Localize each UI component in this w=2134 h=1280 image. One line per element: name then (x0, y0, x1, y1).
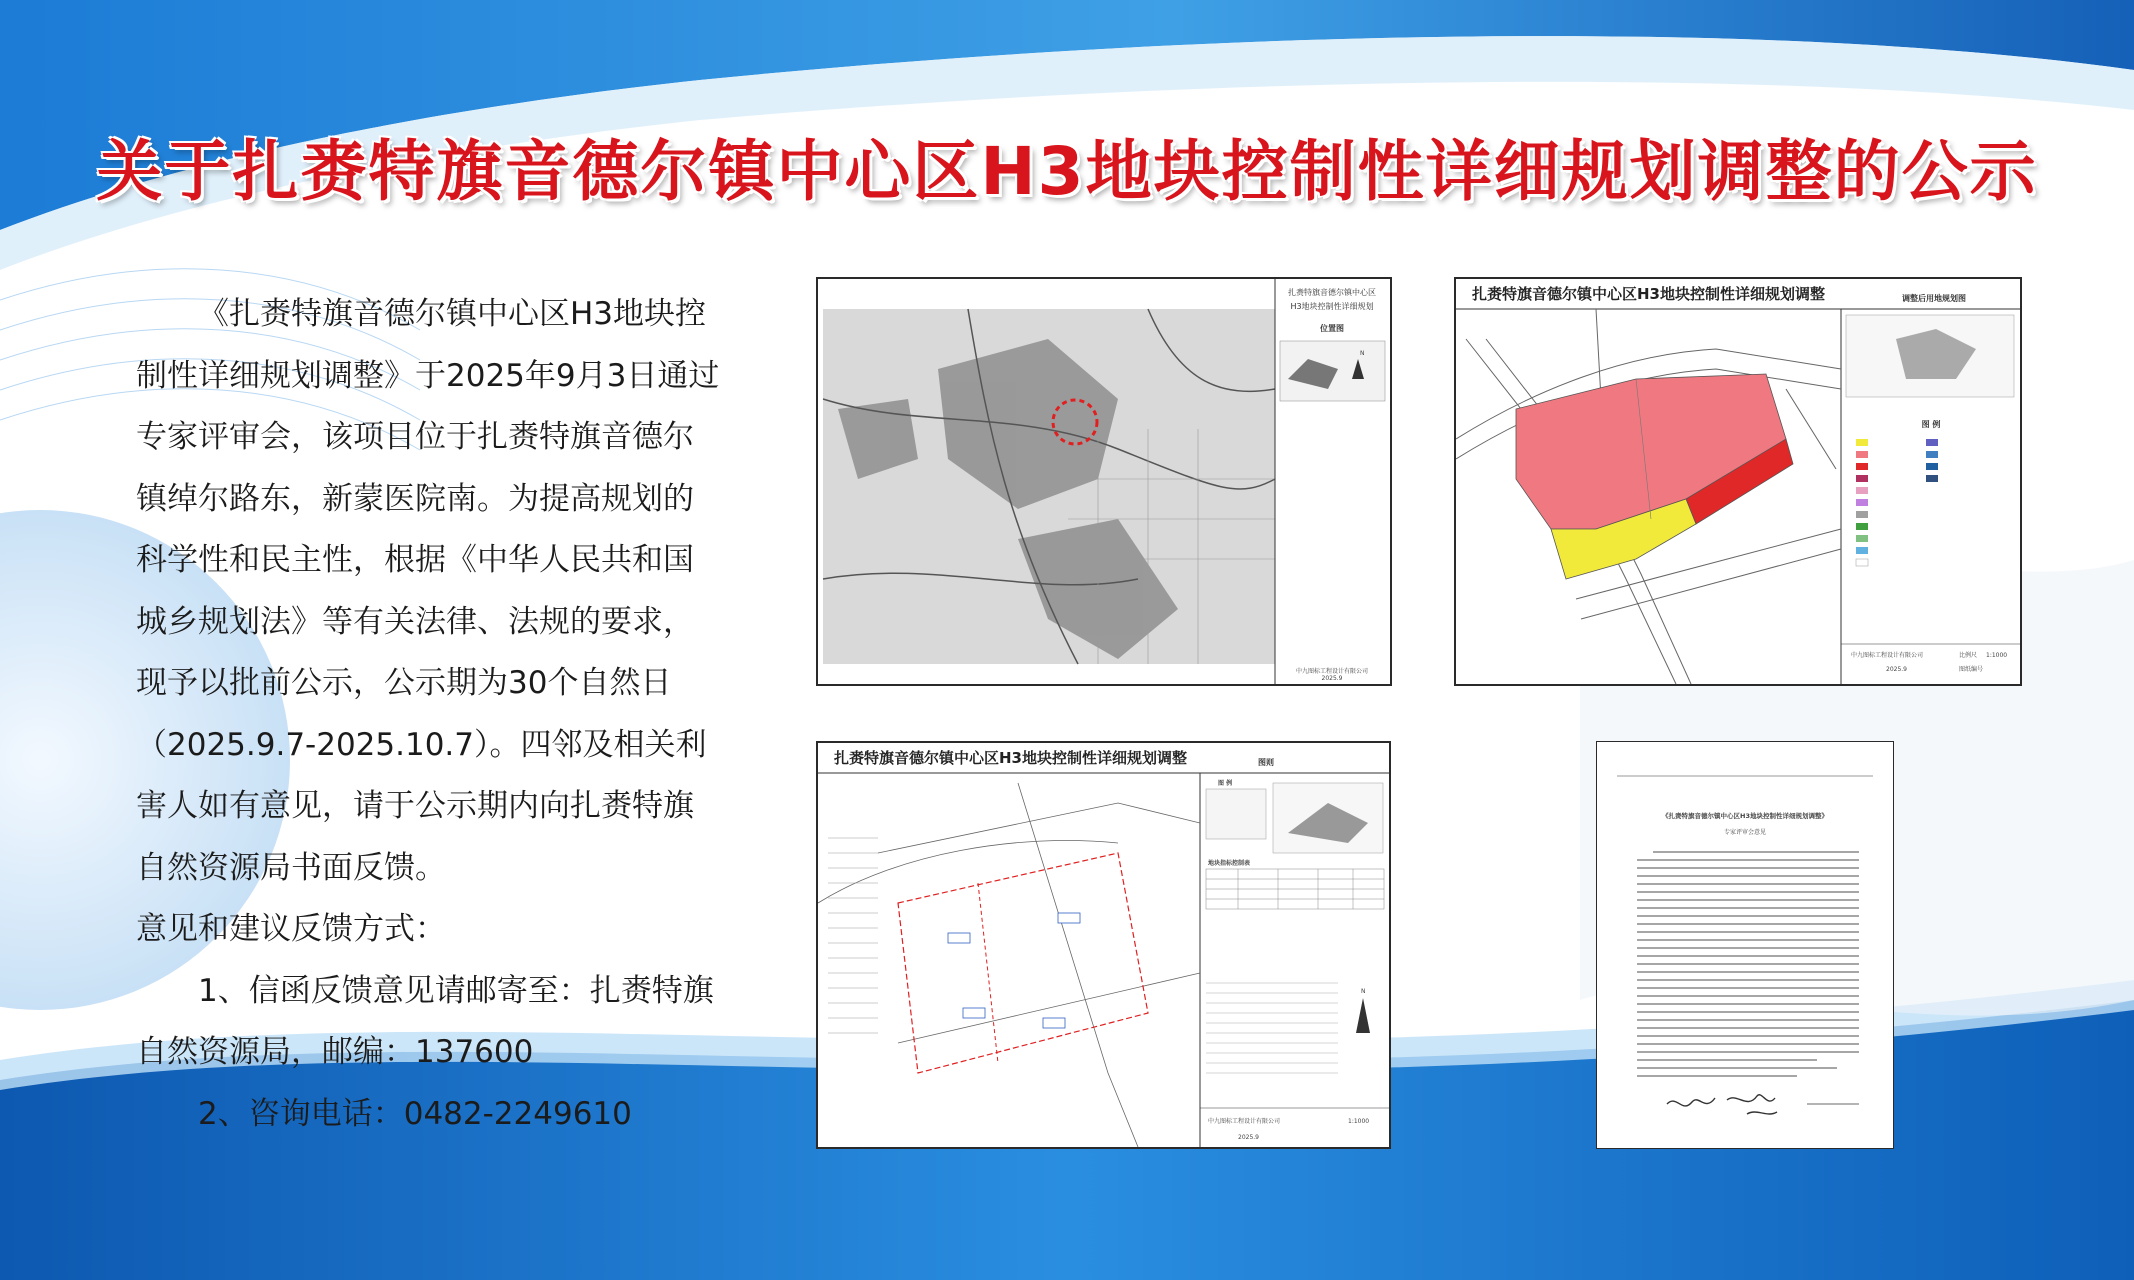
control-drawing-panel (816, 741, 1391, 1149)
control-drawing (818, 743, 1389, 1147)
control-north-arrow-icon: N (1361, 988, 1366, 995)
minutes-heading: 《扎赉特旗音德尔镇中心区H3地块控制性详细规划调整》 (1662, 812, 1828, 820)
control-scale-value: 1:1000 (1348, 1118, 1370, 1125)
expert-minutes-panel (1596, 741, 1894, 1149)
landuse-legend-title: 图 例 (1921, 420, 1941, 429)
landuse-plan-panel (1454, 277, 2022, 686)
location-map-drawing (818, 279, 1390, 684)
landuse-scale-value: 1:1000 (1986, 652, 2008, 659)
notice-body (136, 284, 721, 1145)
landuse-date: 2025.9 (1886, 666, 1907, 673)
control-legend-title: 图 例 (1218, 780, 1233, 787)
notice-title: 关于扎赉特旗音德尔镇中心区H3地块控制性详细规划调整的公示 (96, 133, 2038, 210)
landuse-plan-drawing (1456, 279, 2020, 684)
control-date: 2025.9 (1238, 1134, 1259, 1141)
location-title-line1: 扎赉特旗音德尔镇中心区 (1288, 288, 1376, 297)
expert-minutes-document (1597, 742, 1893, 1148)
north-arrow-icon: N (1360, 350, 1365, 357)
location-map-panel (816, 277, 1392, 686)
landuse-title: 扎赉特旗音德尔镇中心区H3地块控制性详细规划调整 (1472, 285, 1825, 303)
location-subtitle: 位置图 (1320, 324, 1344, 333)
feedback-item-mail: 1、信函反馈意见请邮寄至：扎赉特旗自然资源局，邮编：137600 (136, 972, 714, 1070)
control-table-title: 地块指标控制表 (1208, 860, 1251, 867)
control-company: 中九图标工程设计有限公司 (1208, 1118, 1281, 1125)
location-title-line2: H3地块控制性详细规划 (1290, 302, 1374, 311)
landuse-company: 中九图标工程设计有限公司 (1851, 652, 1924, 659)
landuse-scale-label: 比例尺 (1959, 652, 1978, 659)
landuse-subtitle: 调整后用地规划图 (1902, 294, 1966, 303)
feedback-item-phone: 2、咨询电话：0482-2249610 (198, 1095, 632, 1132)
control-subtitle: 图则 (1258, 758, 1274, 767)
location-date: 2025.9 (1321, 675, 1343, 682)
control-title: 扎赉特旗音德尔镇中心区H3地块控制性详细规划调整 (834, 749, 1187, 767)
notice-paragraph: 《扎赉特旗音德尔镇中心区H3地块控制性详细规划调整》于2025年9月3日通过专家评审会，该项目位于扎赉特旗音德尔镇绰尔路东，新蒙医院南。为提高规划的科学性和民主性，根据《中华人民共和国城乡规划法》等有关法律、法规的要求，现予以批前公示，公示期为30个自然日（2025.9.7-2025.10.7）。四邻及相关利害人如有意见，请于公示期内向扎赉特旗自然资源局书面反馈。 (136, 296, 720, 886)
minutes-subheading: 专家评审会意见 (1723, 829, 1767, 836)
feedback-heading: 意见和建议反馈方式： (136, 911, 446, 947)
landuse-drawing-label: 图纸编号 (1959, 666, 1984, 673)
location-company: 中九图标工程设计有限公司 (1295, 668, 1369, 675)
